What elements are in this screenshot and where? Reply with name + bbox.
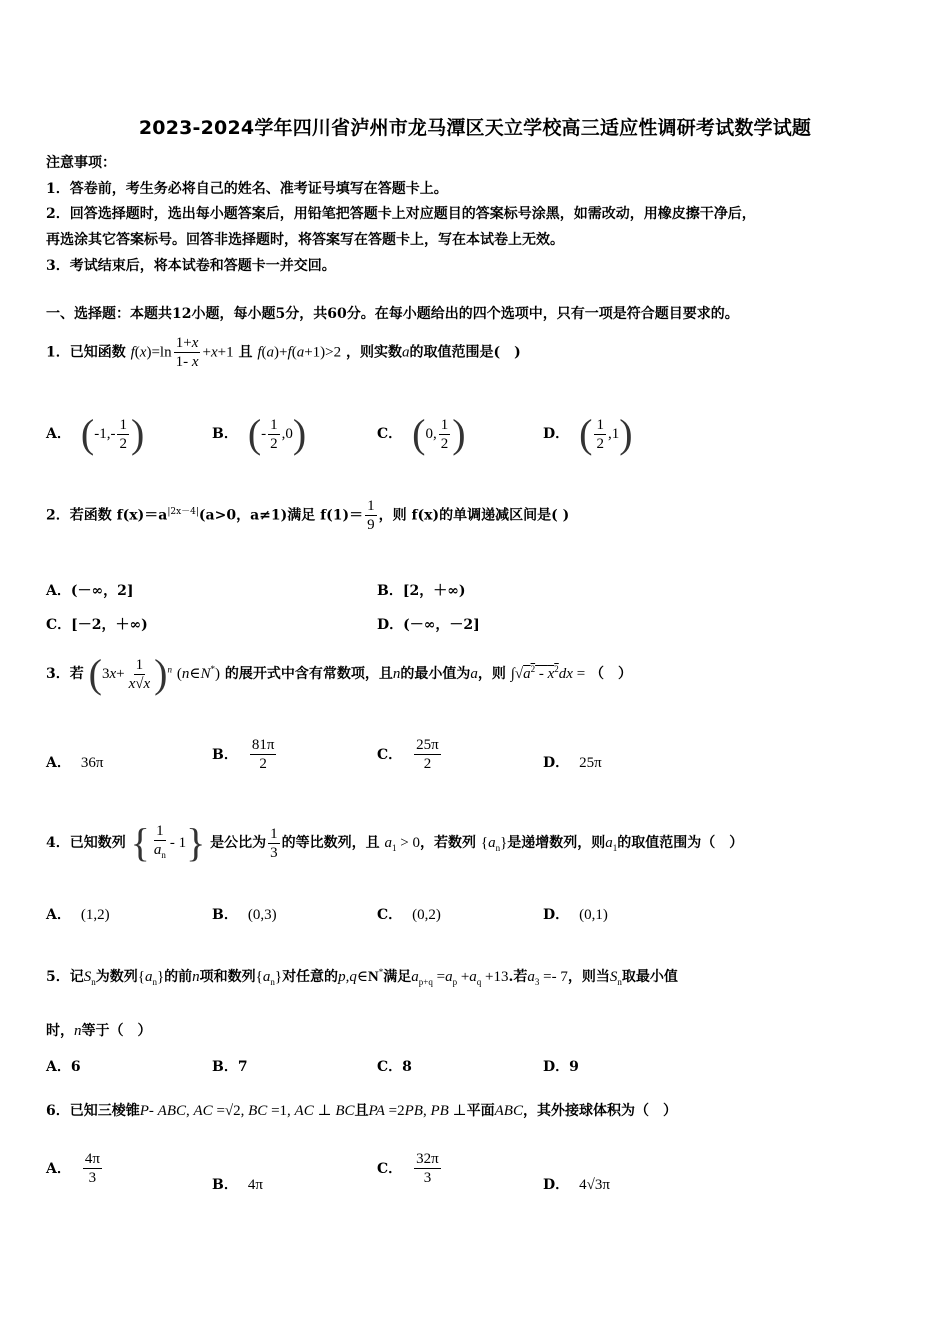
note-item-2-cont: 再选涂其它答案标号。回答非选择题时，将答案写在答题卡上，写在本试卷上无效。 [46,232,564,248]
question-2: 2．若函数 $f(x)=a^{|2x-4|}(a>0$，a≠1)满足 f(1)＝ $\frac{1}{9}$ ，则 f(x)的单调递减区间是( ) [46,498,570,533]
q5-option-d[interactable]: D．9 [543,1059,579,1075]
page-title: 2023-2024学年四川省泸州市龙马潭区天立学校高三适应性调研考试数学试题 [138,117,812,139]
section-heading: 一、选择题：本题共12小题，每小题5分，共60分。在每小题给出的四个选项中，只有一项是符合题目要求的。 [46,306,739,322]
q2-option-b[interactable]: B．[2，＋∞) [377,583,466,599]
q3-option-c[interactable]: C． $\frac{25\pi}{2}$ [377,737,439,772]
q6-option-b[interactable]: B． 4π [212,1177,263,1193]
question-3: 3．若 (3x+ $\frac{1}{x√x}$ )$^n$ (n∈N*) 的展开式中含有常数项，且n的最小值为a，则 $\int√a^2 - x^2dx$ = （ ） [46,651,633,696]
question-6: 6．已知三棱锥P- ABC, AC =√2, BC =1, AC ⊥ BC且PA =2PB, PB ⊥平面ABC，其外接球体积为（ ） [46,1103,677,1119]
q1-option-b[interactable]: B． (- $\frac{1}{2}$ ,0) [212,411,307,456]
q2-option-d[interactable]: D．(－∞，－2] [377,617,480,633]
q1-fraction: $\frac{1+x}{1- x}$ [175,335,199,370]
note-item-3: 3．考试结束后，将本试卷和答题卡一并交回。 [46,258,336,274]
q1-option-d[interactable]: D． ( $\frac{1}{2}$ ,1) [543,411,633,456]
q1-function: f [130,344,135,361]
question-5-cont: 时，n等于（ ） [46,1023,152,1039]
q4-option-a[interactable]: A． (1,2) [46,907,110,923]
q6-option-a[interactable]: A． $\frac{4\pi}{3}$ [46,1151,100,1186]
q2-option-c[interactable]: C．[－2，＋∞) [46,617,148,633]
q4-option-b[interactable]: B． (0,3) [212,907,277,923]
note-item-1: 1．答卷前，考生务必将自己的姓名、准考证号填写在答题卡上。 [46,181,448,197]
q3-option-d[interactable]: D． 25π [543,755,602,771]
q4-option-c[interactable]: C． (0,2) [377,907,441,923]
notes-heading: 注意事项： [46,155,116,171]
q6-option-d[interactable]: D． 4√3π [543,1177,610,1193]
question-5: 5．记$S_n$为数列$\{a_n\}$的前n项和数列$\{a_n\}$对任意的p,q∈N*满足$a_{p+q} =a_p +a_q +13$.若$a_3 =- 7$，则当$S_n$取最小值 [46,967,678,987]
q2-option-a[interactable]: A．(－∞，2] [46,583,134,599]
q5-option-c[interactable]: C．8 [377,1059,412,1075]
q1-option-a[interactable]: A． (-1,- $\frac{1}{2}$ ) [46,411,145,456]
q3-integral: $\int√a^2 - x^2dx$ = [510,664,586,682]
q4-option-d[interactable]: D． (0,1) [543,907,608,923]
q5-option-b[interactable]: B．7 [212,1059,248,1075]
question-4: 4．已知数列 { $\frac{1}{a_n}$ - 1} 是公比为 $\frac{1}{3}$ 的等比数列，且 $a_1 > 0$，若数列 $\{a_n\}$是递增数列，则$a_1$的取值范围为（ ） [46,820,744,865]
q3-option-b[interactable]: B． $\frac{81\pi}{2}$ [212,737,275,772]
q5-option-a[interactable]: A．6 [46,1059,81,1075]
note-item-2: 2．回答选择题时，选出每小题答案后，用铅笔把答题卡上对应题目的答案标号涂黑，如需改动，用橡皮擦干净后， [46,206,756,222]
q1-option-c[interactable]: C． (0, $\frac{1}{2}$ ) [377,411,466,456]
q3-option-a[interactable]: A． 36π [46,755,104,771]
q6-option-c[interactable]: C． $\frac{32\pi}{3}$ [377,1151,439,1186]
question-1: 1．已知函数 f(x)=ln $\frac{1+x}{1- x}$ +x+1 且 f(a)+f(a+1)>2 ，则实数a的取值范围是( ) [46,335,521,370]
